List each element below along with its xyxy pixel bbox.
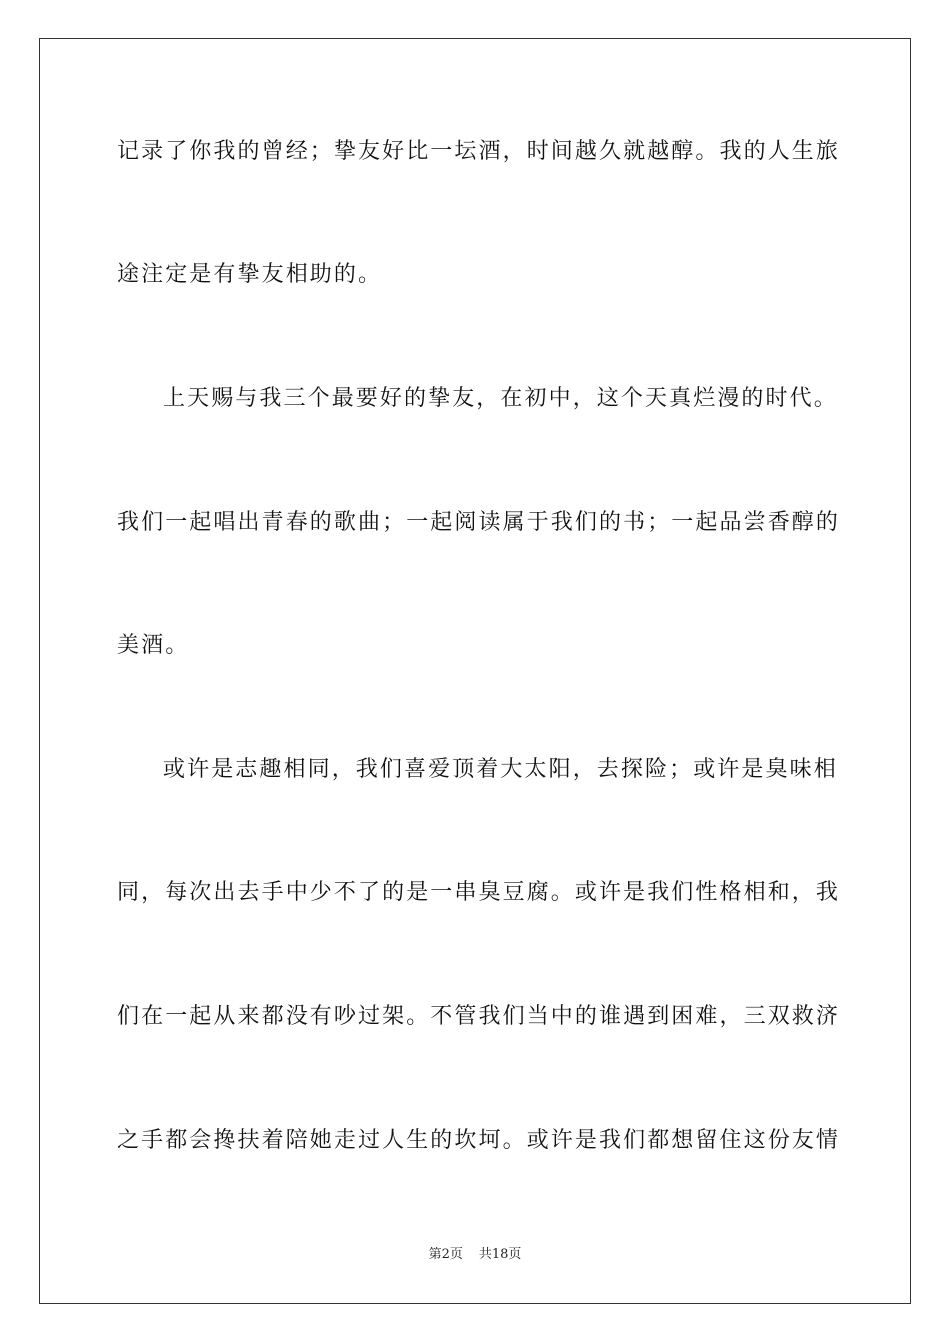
paragraph-2-line-3: 美酒。 — [117, 633, 190, 658]
paragraph-3-line-1: 或许是志趣相同，我们喜爱顶着大太阳，去探险；或许是臭味相 — [163, 757, 838, 782]
page-border — [39, 38, 911, 1304]
page-total: 共18页 — [478, 1247, 522, 1262]
text-line-2: 途注定是有挚友相助的。 — [117, 262, 383, 287]
paragraph-3-line-2: 同，每次出去手中少不了的是一串臭豆腐。或许是我们性格相和，我 — [117, 880, 841, 905]
page-number: 第2页 — [428, 1247, 463, 1262]
paragraph-2-line-1: 上天赐与我三个最要好的挚友，在初中，这个天真烂漫的时代。 — [163, 386, 838, 411]
paragraph-3-line-4: 之手都会搀扶着陪她走过人生的坎坷。或许是我们都想留住这份友情 — [117, 1128, 841, 1153]
page-footer — [0, 1246, 950, 1264]
paragraph-2-line-2: 我们一起唱出青春的歌曲；一起阅读属于我们的书；一起品尝香醇的 — [117, 510, 841, 535]
paragraph-3-line-3: 们在一起从来都没有吵过架。不管我们当中的谁遇到困难，三双救济 — [117, 1004, 841, 1029]
text-line-1: 记录了你我的曾经；挚友好比一坛酒，时间越久就越醇。我的人生旅 — [117, 139, 841, 164]
